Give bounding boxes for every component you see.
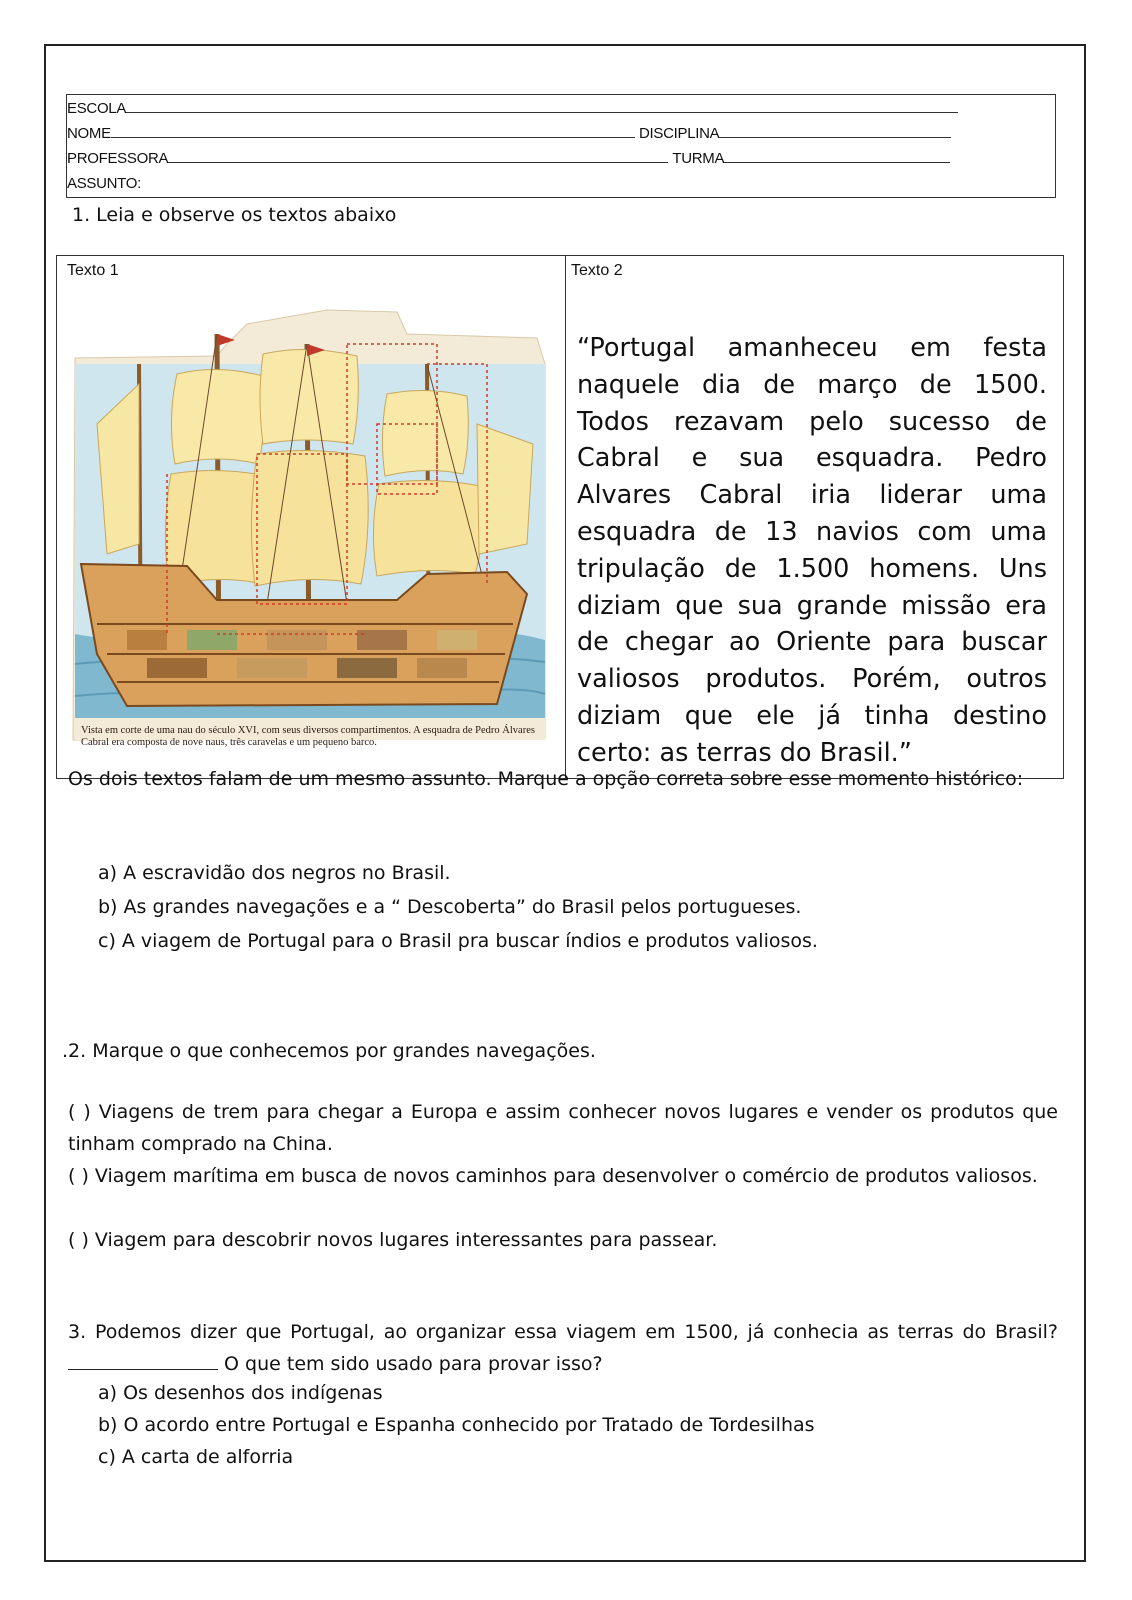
texto2-label: Texto 2 — [571, 262, 623, 279]
professora-line — [67, 146, 950, 171]
professora-label: PROFESSORA — [67, 150, 169, 167]
question-3-text — [68, 1316, 1058, 1380]
escola-line — [67, 96, 958, 121]
assunto-line — [67, 171, 141, 196]
q2-option-3[interactable]: ( ) Viagem para descobrir novos lugares interessantes para passear. — [68, 1229, 718, 1251]
q3-option-a[interactable]: a) Os desenhos dos indígenas — [98, 1382, 383, 1404]
nome-label: NOME — [67, 125, 111, 142]
q1-option-c[interactable]: c) A viagem de Portugal para o Brasil pra buscar índios e produtos valiosos. — [98, 930, 818, 952]
ship-illustration — [67, 304, 551, 774]
professora-field[interactable] — [168, 146, 668, 163]
question-2-title: .2. Marque o que conhecemos por grandes navegações. — [62, 1040, 596, 1062]
nome-line — [67, 121, 951, 146]
answer-blank[interactable] — [68, 1351, 218, 1370]
texto2-quote: “Portugal amanheceu em festa naquele dia de março de 1500. Todos rezavam pelo sucesso de Cabral e sua esquadra. Pedro Alvares Cabral iria liderar uma esquadra de 13 navios com uma tripulação de 1.500 homens. Uns diziam que sua grande missão era de chegar ao Oriente para buscar valiosos produtos. Porém, outros diziam que ele já tinha destino certo: as terras do Brasil.” — [577, 333, 1047, 768]
q2-option-1[interactable]: ( ) Viagens de trem para chegar a Europa e assim conhecer novos lugares e vender os produtos que tinham comprado na China. — [68, 1101, 1058, 1155]
q2-option-2[interactable]: ( ) Viagem marítima em busca de novos caminhos para desenvolver o comércio de produtos valiosos. — [68, 1165, 1038, 1187]
turma-label: TURMA — [672, 150, 725, 167]
disciplina-field[interactable] — [719, 121, 951, 138]
ship-caption: Vista em corte de uma nau do século XVI, com seus diversos compartimentos. A esquadra de Pedro Álvares Cabral era composta de nove naus, três caravelas e um pequeno barco. — [81, 725, 535, 748]
texto1-label: Texto 1 — [67, 262, 119, 279]
q1-option-a[interactable]: a) A escravidão dos negros no Brasil. — [98, 862, 451, 884]
q1-option-b[interactable]: b) As grandes navegações e a “ Descoberta” do Brasil pelos portugueses. — [98, 896, 802, 918]
turma-field[interactable] — [724, 146, 950, 163]
q3-option-b[interactable]: b) O acordo entre Portugal e Espanha conhecido por Tratado de Tordesilhas — [98, 1414, 815, 1436]
nome-field[interactable] — [111, 121, 635, 138]
q3-option-c[interactable]: c) A carta de alforria — [98, 1446, 294, 1468]
ship-cross-section-image — [67, 304, 551, 774]
question-3-part1: 3. Podemos dizer que Portugal, ao organizar essa viagem em 1500, já conhecia as terras do Brasil? — [68, 1321, 1058, 1343]
disciplina-label: DISCIPLINA — [638, 125, 720, 142]
column-divider — [565, 256, 566, 778]
header-form — [66, 94, 1056, 198]
escola-field[interactable] — [126, 96, 958, 113]
escola-label: ESCOLA — [67, 100, 127, 117]
assunto-label: ASSUNTO: — [67, 175, 142, 192]
question-1-text: Os dois textos falam de um mesmo assunto. Marque a opção correta sobre esse momento histórico: — [68, 768, 1024, 790]
question-1-title: 1. Leia e observe os textos abaixo — [72, 204, 397, 226]
texts-table — [56, 255, 1064, 779]
question-3-part2: O que tem sido usado para provar isso? — [224, 1353, 603, 1375]
